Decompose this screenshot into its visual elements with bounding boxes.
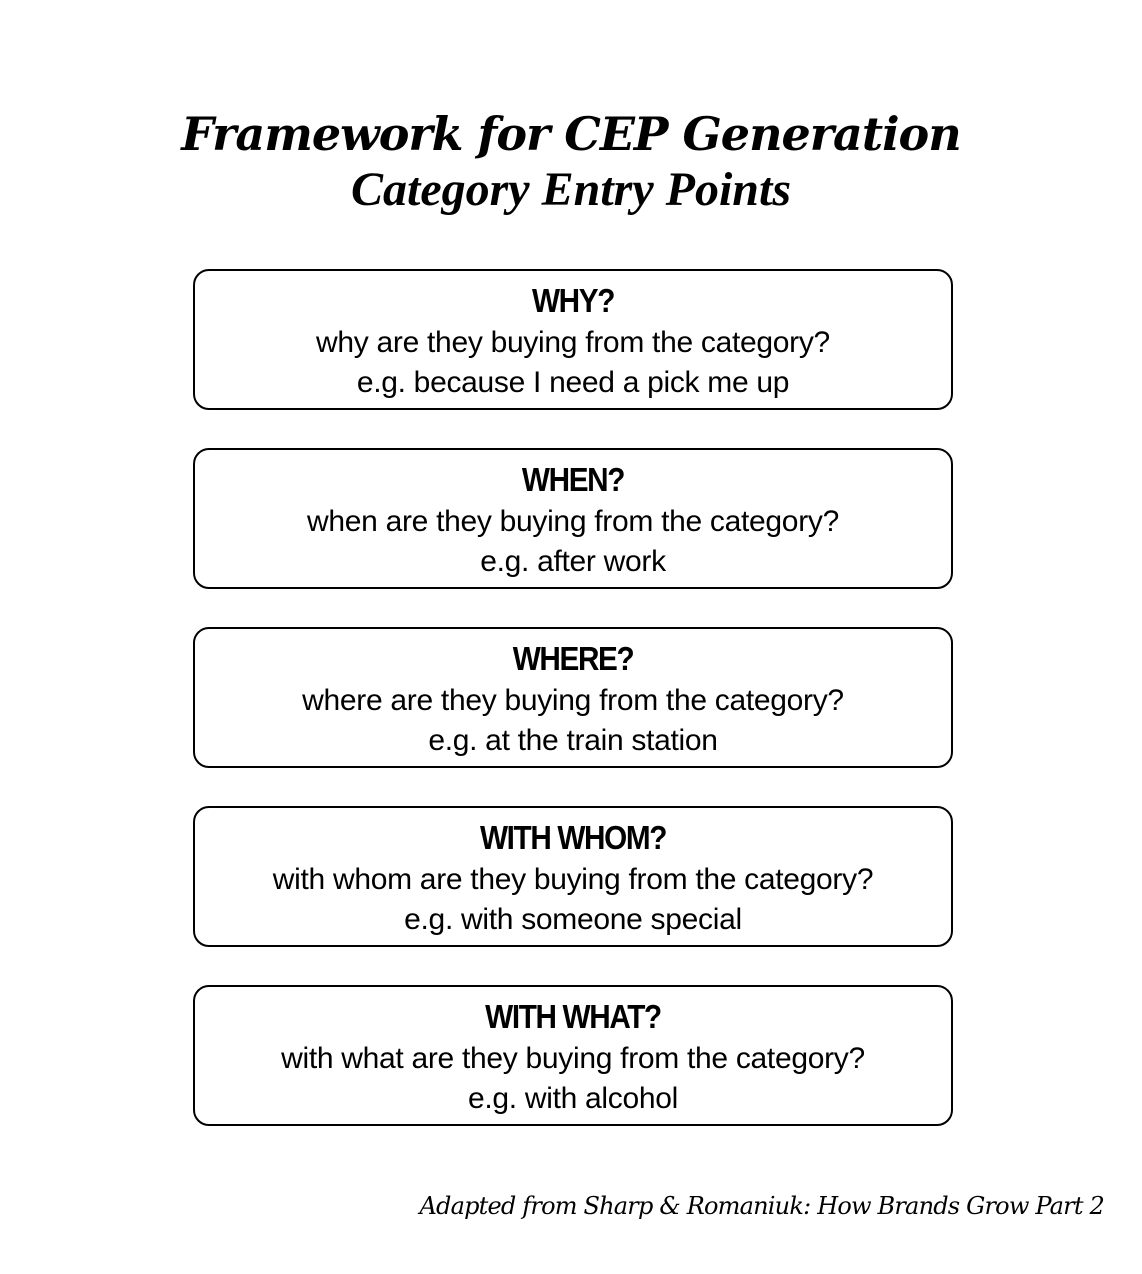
source-attribution: Adapted from Sharp & Romaniuk: How Brands Grow Part 2 xyxy=(419,1192,1104,1220)
card-example: e.g. because I need a pick me up xyxy=(356,366,790,399)
card-with-what xyxy=(193,985,953,1126)
page-title: Framework for CEP Generation xyxy=(181,107,961,161)
card-where xyxy=(193,627,953,768)
card-when xyxy=(193,448,953,589)
card-why xyxy=(193,269,953,410)
card-example: e.g. with someone special xyxy=(404,903,742,936)
card-example: e.g. after work xyxy=(480,545,666,578)
card-heading: WITH WHOM? xyxy=(479,819,667,856)
card-heading: WHY? xyxy=(531,282,615,319)
card-question: why are they buying from the category? xyxy=(316,326,830,359)
cep-question-list xyxy=(193,269,953,1164)
card-example: e.g. with alcohol xyxy=(467,1082,679,1115)
card-question: with what are they buying from the category? xyxy=(281,1042,865,1075)
card-heading: WHEN? xyxy=(521,461,625,498)
card-question: with whom are they buying from the category? xyxy=(272,863,874,896)
card-heading: WITH WHAT? xyxy=(485,998,661,1035)
card-question: when are they buying from the category? xyxy=(307,505,839,538)
card-with-whom xyxy=(193,806,953,947)
card-question: where are they buying from the category? xyxy=(302,684,844,717)
card-example: e.g. at the train station xyxy=(428,724,718,757)
page-subtitle: Category Entry Points xyxy=(350,163,792,216)
card-heading: WHERE? xyxy=(512,640,634,677)
